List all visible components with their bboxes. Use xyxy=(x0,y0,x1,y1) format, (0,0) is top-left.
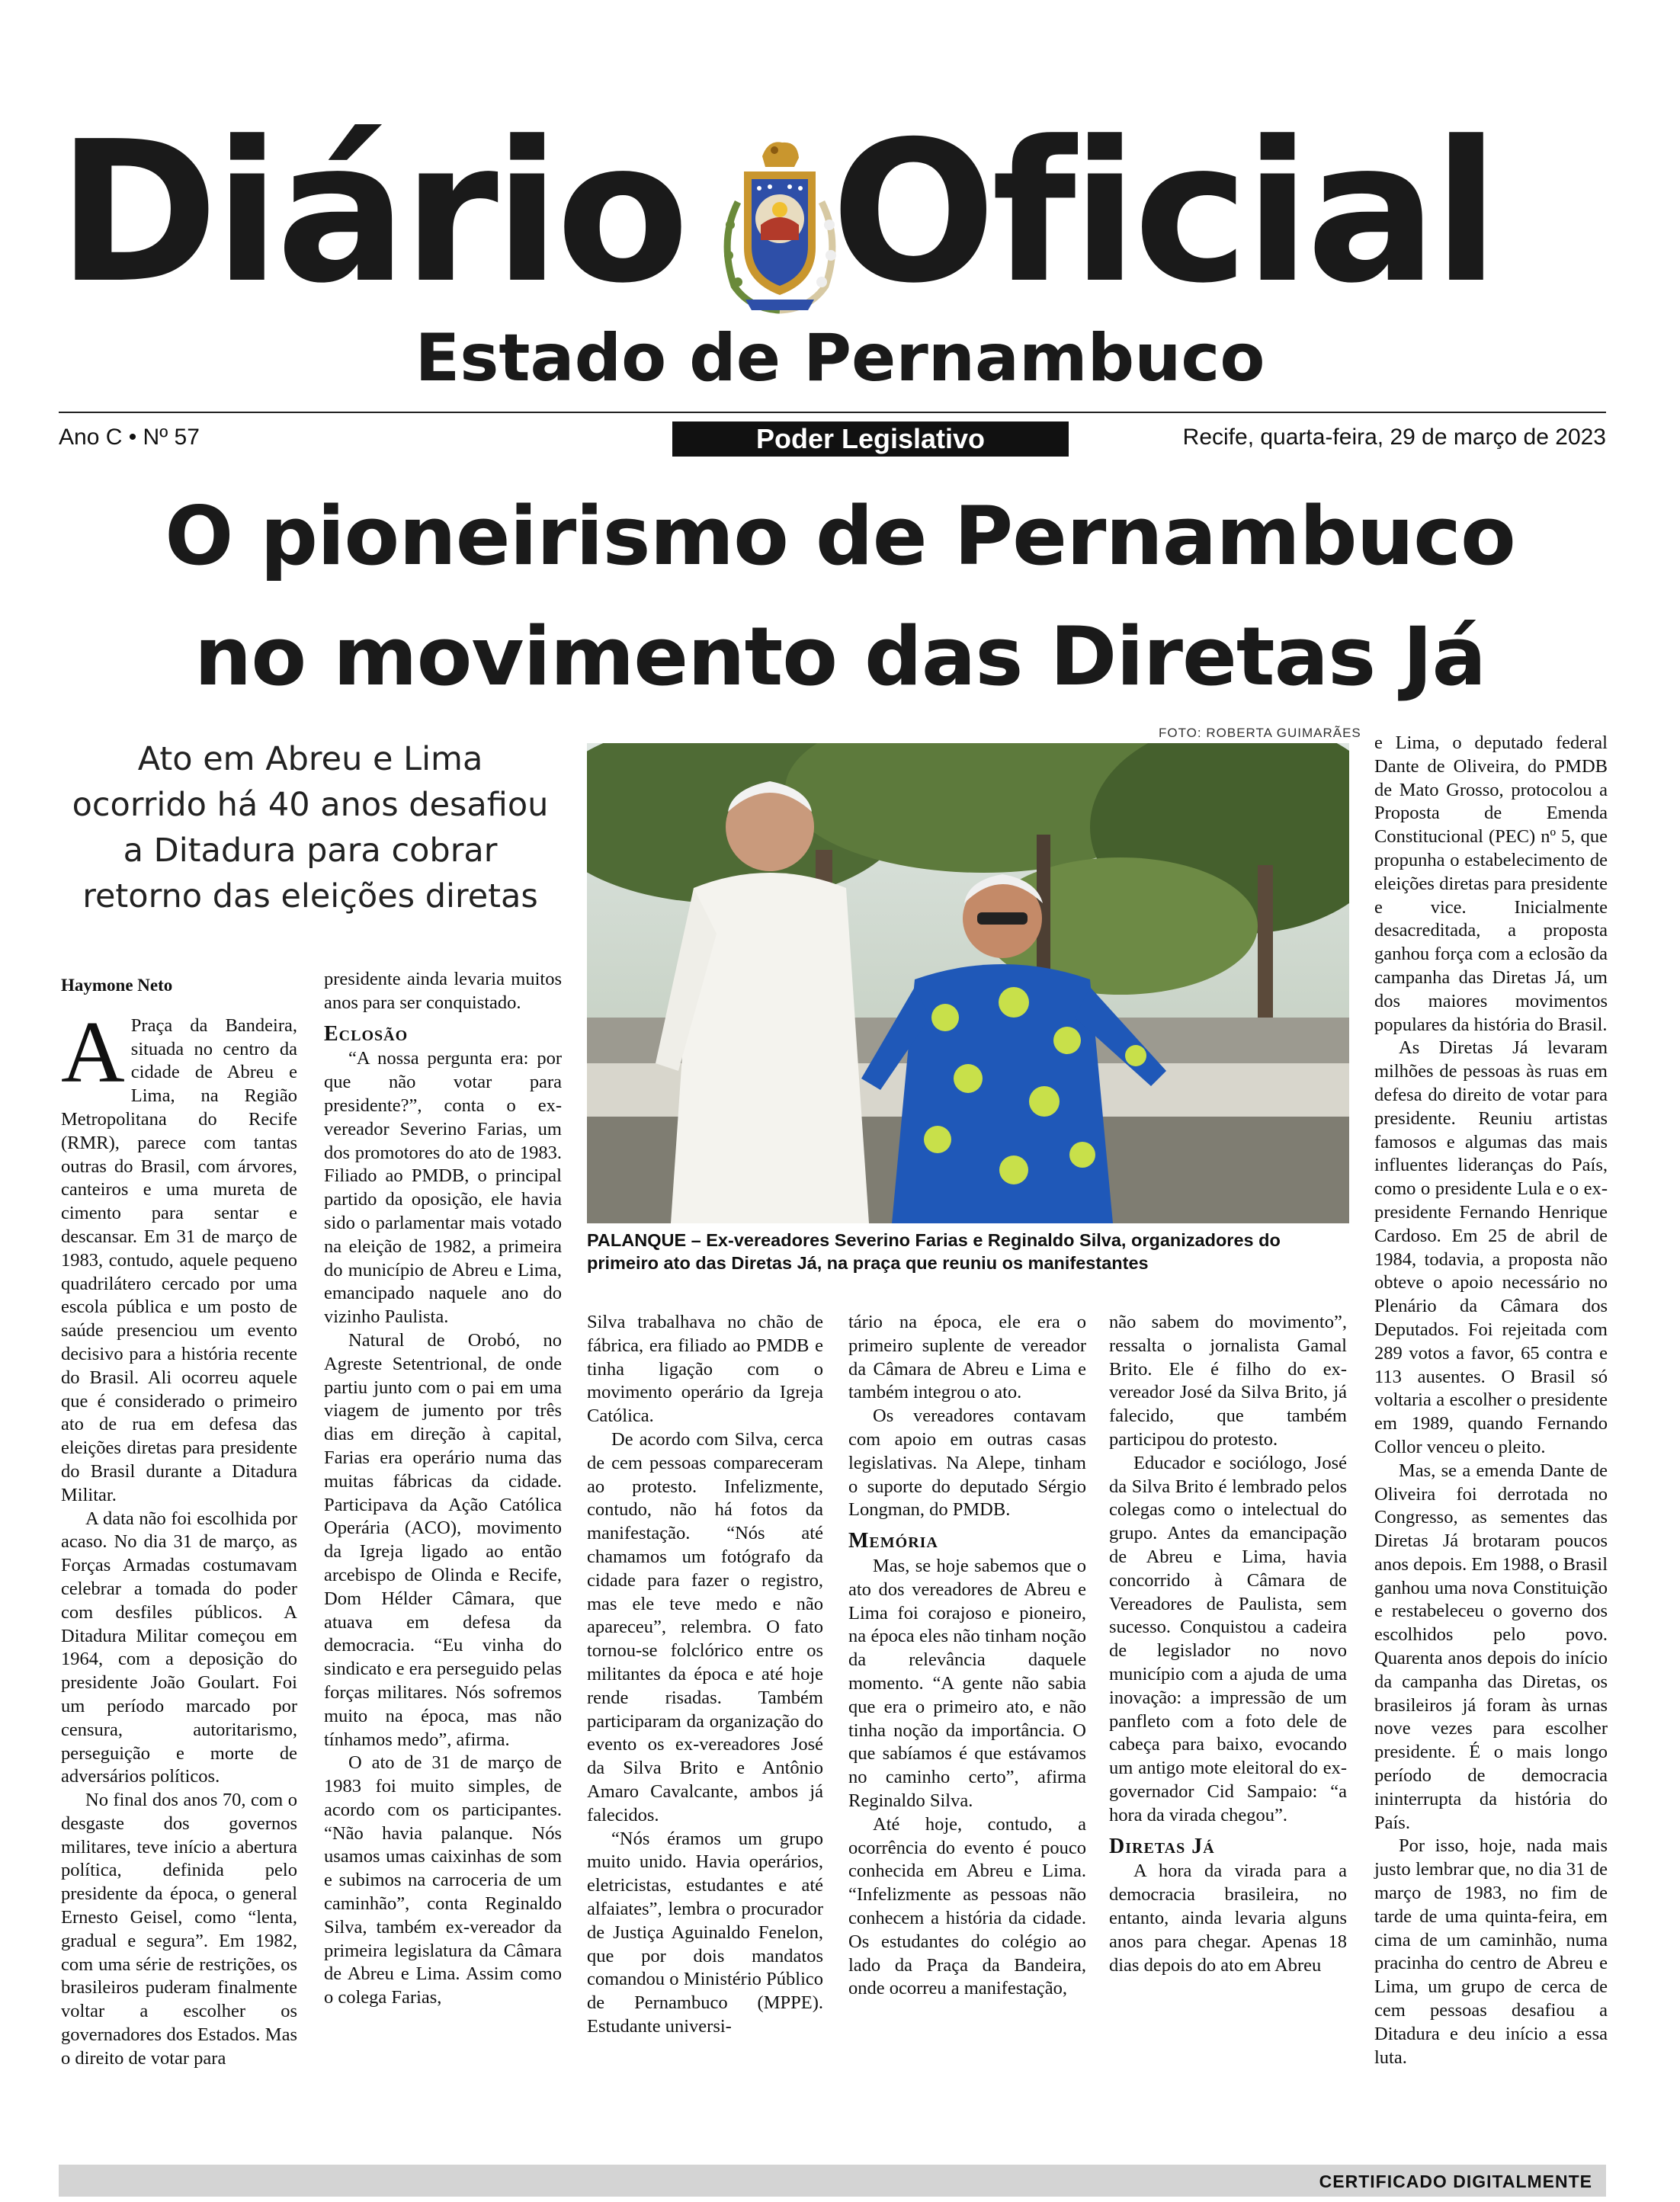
article-photo xyxy=(587,743,1349,1223)
paragraph: O ato de 31 de março de 1983 foi muito simples, de acordo com os participantes. “Não havia palanque. Nós usamos umas caixinhas de som e subimos na carroceria de um caminhão”, conta Reginaldo Silva, também ex-vereador da primeira legislatura da Câmara de Abreu e Lima. Assim como o colega Farias, xyxy=(324,1752,562,2008)
headline xyxy=(0,476,1680,717)
photo-image xyxy=(587,743,1349,1223)
subheading: Memória xyxy=(848,1529,938,1553)
paragraph: presidente ainda levaria muitos anos para ser conquistado. xyxy=(324,969,562,1013)
paragraph: Natural de Orobó, no Agreste Setentrional, de onde partiu junto com o pai em uma viagem de jumento por três dias em direção à capital, Farias era operário numa das muitas fábricas da cidade. Participava da Ação Católica Operária (ACO), movimento da Igreja ligado ao então arcebispo de Olinda e Recife, Dom Hélder Câmara, que atuava em defesa da democracia. “Eu vinha do sindicato e era perseguido pelas forças militares. Nós sofremos muito na época, mas não tínhamos medo”, afirma. xyxy=(324,1329,562,1750)
article-column-6 xyxy=(1374,732,1608,2069)
drop-cap: A xyxy=(61,1003,125,1101)
paragraph: e Lima, o deputado federal Dante de Oliveira, do PMDB de Mato Grosso, protocolou a Proposta de Emenda Constitucional (PEC) nº 5, que propunha o estabelecimento de eleições diretas para presidente e vice. Inicialmente desacreditada, a proposta ganhou força com a eclosão da campanha das Diretas Já, um dos maiores movimentos populares da história do Brasil. xyxy=(1374,732,1608,1035)
digital-certificate-label: CERTIFICADO DIGITALMENTE xyxy=(1319,2172,1592,2191)
dateline: Recife, quarta-feira, 29 de março de 2023 xyxy=(1182,425,1606,450)
masthead-subtitle: Estado de Pernambuco xyxy=(415,320,1265,396)
article-column-4 xyxy=(848,1311,1086,2001)
edition-number: Ano C • Nº 57 xyxy=(59,425,200,450)
paragraph: Mas, se hoje sabemos que o ato dos vereadores de Abreu e Lima foi corajoso e pioneiro, na época eles não tinham noção da relevância daquele momento. “A gente não sabia que era o primeiro ato, e não tinha noção da importância. O que sabíamos é que estávamos no caminho certo”, afirma Reginaldo Silva. xyxy=(848,1555,1086,1811)
masthead-rule xyxy=(59,412,1606,413)
deck-line: retorno das eleições diretas xyxy=(82,877,538,915)
paragraph: tário na época, ele era o primeiro suplente de vereador da Câmara de Abreu e Lima e também integrou o ato. xyxy=(848,1312,1086,1403)
paragraph: Educador e sociólogo, José da Silva Brito é lembrado pelos colegas como o intelectual do grupo. Antes da emancipação de Abreu e Lima, havia concorrido à Câmara de Vereadores de Paulista, sem sucesso. Conquistou a cadeira de legislador no novo município com a ajuda de uma inovação: a impressão de um panfleto com a foto dele de cabeça para baixo, evocando um antigo mote eleitoral do ex-governador Cid Sampaio: “a hora da virada chegou”. xyxy=(1109,1452,1347,1825)
article-column-5 xyxy=(1109,1311,1347,1977)
paragraph: Até hoje, contudo, a ocorrência do evento é pouco conhecida em Abreu e Lima. “Infelizmente as pessoas não conhecem a história da cidade. Os estudantes do colégio ao lado da Praça da Bandeira, onde ocorreu a manifestação, xyxy=(848,1813,1086,1999)
photo-caption: PALANQUE – Ex-vereadores Severino Farias e Reginaldo Silva, organizadores do primeiro ato das Diretas Já, na praça que reuniu os manifestantes xyxy=(587,1230,1281,1273)
section-tag: Poder Legislativo xyxy=(672,421,1069,457)
info-bar xyxy=(59,421,1606,460)
headline-line-1: O pioneirismo de Pernambuco xyxy=(165,489,1515,583)
paragraph: As Diretas Já levaram milhões de pessoas às ruas em defesa do direito de votar para presidente. Reuniu artistas famosos e algumas das mais influentes lideranças do País, como o presidente Lula e o ex-presidente Fernando Henrique Cardoso. Em 25 de abril de 1984, todavia, a proposta não obteve o apoio necessário no Plenário da Câmara dos Deputados. Foi rejeitada com 289 votos a favor, 65 contra e 113 ausentes. O Brasil só voltaria a escolher o presidente em 1989, quando Fernando Collor venceu o pleito. xyxy=(1374,1037,1608,1457)
masthead-title-left: Diário xyxy=(57,100,685,326)
subheading: Eclosão xyxy=(324,1021,409,1046)
state-coat-of-arms-icon xyxy=(715,133,845,316)
paragraph: Mas, se a emenda Dante de Oliveira foi derrotada no Congresso, as sementes das Diretas Já brotaram poucos anos depois. Em 1988, o Brasil ganhou uma nova Constituição e restabeleceu o governo dos escolhidos pelo povo. Quarenta anos depois do início da campanha das Diretas, os brasileiros já foram às urnas nove vezes para escolher presidente. É o mais longo período de democracia ininterrupta da história do País. xyxy=(1374,1460,1608,1833)
masthead xyxy=(0,100,1680,326)
paragraph: Silva trabalhava no chão de fábrica, era filiado ao PMDB e tinha ligação com o movimento operário da Igreja Católica. xyxy=(587,1312,823,1427)
paragraph: De acordo com Silva, cerca de cem pessoas compareceram ao protesto. Infelizmente, contudo, não há fotos da manifestação. “Nós até chamamos um fotógrafo da cidade para fazer o registro, mas ele teve medo e não apareceu”, relembra. O fato tornou-se folclórico entre os militantes da época e até hoje rende risadas. Também participaram da organização do evento os ex-vereadores José da Silva Brito e Antônio Amaro Cavalcante, ambos já falecidos. xyxy=(587,1428,823,1825)
masthead-title-right: Oficial xyxy=(831,100,1496,326)
headline-line-2: no movimento das Diretas Já xyxy=(194,610,1486,704)
photo-credit: FOTO: ROBERTA GUIMARÃES xyxy=(1159,726,1361,740)
deck xyxy=(59,736,562,919)
article-column-1 xyxy=(61,970,297,2071)
deck-line: ocorrido há 40 anos desafiou xyxy=(72,786,549,824)
article-column-3 xyxy=(587,1311,823,2039)
paragraph: A hora da virada para a democracia brasileira, no entanto, ainda levaria alguns anos para chegar. Apenas 18 dias depois do ato em Abreu xyxy=(1109,1861,1347,1976)
deck-line: a Ditadura para cobrar xyxy=(123,832,498,870)
article-column-2 xyxy=(324,968,562,2010)
paragraph: “A nossa pergunta era: por que não votar para presidente?”, conta o ex-vereador Severino Farias, um dos promotores do ato de 1983. Filiado ao PMDB, o principal partido da oposição, ele havia sido o parlamentar mais votado na eleição de 1982, a primeira do município de Abreu e Lima, emancipado naquele ano do vizinho Paulista. xyxy=(324,1048,562,1328)
paragraph: Por isso, hoje, nada mais justo lembrar que, no dia 31 de março de 1983, no fim de tarde de uma quinta-feira, em cima de um caminhão, numa pracinha do centro de Abreu e Lima, um grupo de cerca de cem pessoas desafiou a Ditadura e deu início a essa luta. xyxy=(1374,1835,1608,2068)
deck-line: Ato em Abreu e Lima xyxy=(137,740,483,778)
paragraph: não sabem do movimento”, ressalta o jornalista Gamal Brito. Ele é filho do ex-vereador José da Silva Brito, já falecido, que também participou do protesto. xyxy=(1109,1312,1347,1450)
subheading: Diretas Já xyxy=(1109,1834,1215,1858)
byline: Haymone Neto xyxy=(61,976,173,995)
paragraph: Os vereadores contavam com apoio em outras casas legislativas. Na Alepe, tinham o suporte do deputado Sérgio Longman, do PMDB. xyxy=(848,1405,1086,1521)
paragraph: No final dos anos 70, com o desgaste dos governos militares, teve início a abertura política, definida pelo presidente da época, o general Ernesto Geisel, como “lenta, gradual e segura”. Em 1982, com uma série de restrições, os brasileiros puderam finalmente voltar a escolher os governadores dos Estados. Mas o direito de votar para xyxy=(61,1790,297,2069)
footer-bar xyxy=(59,2165,1606,2197)
paragraph: “Nós éramos um grupo muito unido. Havia operários, eletricistas, estudantes e até alfaiates”, lembra o procurador de Justiça Aguinaldo Fenelon, que por dois mandatos comandou o Ministério Público de Pernambuco (MPPE). Estudante universi- xyxy=(587,1828,823,2037)
paragraph: A data não foi escolhida por acaso. No dia 31 de março, as Forças Armadas costumavam celebrar a tomada do poder com desfiles públicos. A Ditadura Militar começou em 1964, com a deposição do presidente João Goulart. Foi um período marcado por censura, autoritarismo, perseguição e morte de adversários políticos. xyxy=(61,1508,297,1787)
paragraph: A Praça da Bandeira, situada no centro da cidade de Abreu e Lima, na Região Metropolitana do Recife (RMR), parece com tantas outras do Brasil, com árvores, canteiros e uma mureta de cimento para sentar e descansar. Em 31 de março de 1983, contudo, aquele pequeno quadrilátero cercado por uma escola pública e um posto de saúde presenciou um evento decisivo para a história recente do Brasil. Ali ocorreu aquele que é considerado o primeiro ato de rua em defesa das eleições diretas para presidente do Brasil durante a Ditadura Militar. xyxy=(61,1003,297,1505)
